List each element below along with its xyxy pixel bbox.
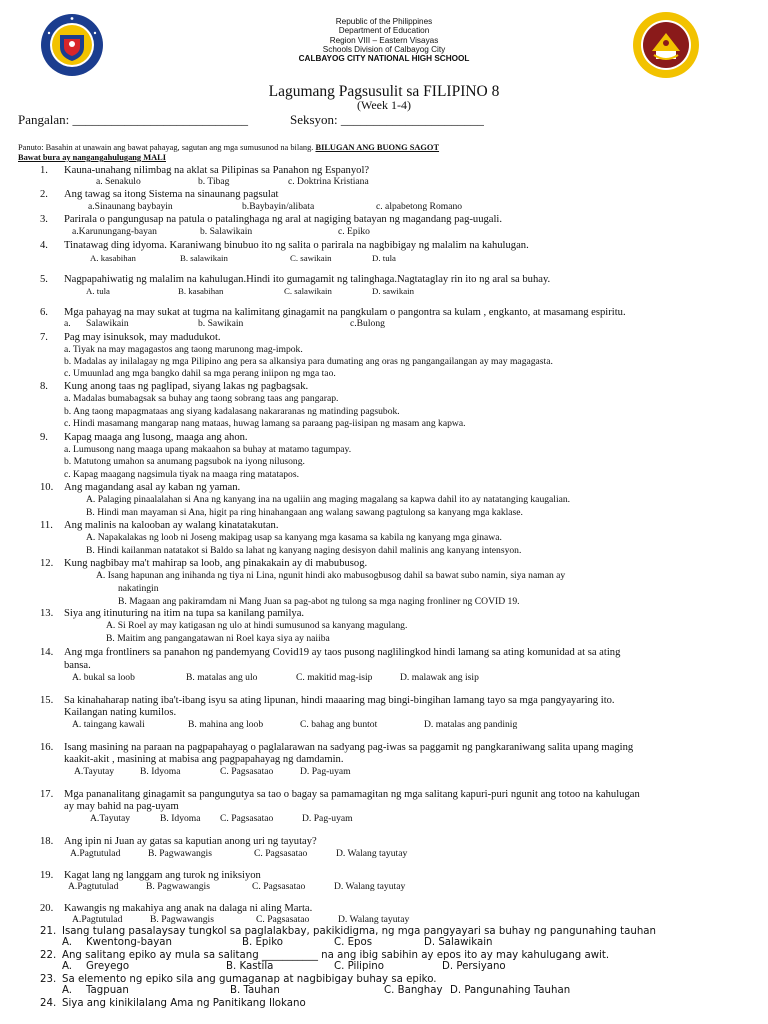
question-text: Ang tawag sa itong Sistema na sinaunang pagsulat bbox=[64, 189, 279, 200]
question-number: 15. bbox=[40, 695, 54, 706]
question-text: Sa elemento ng epiko sila ang gumaganap at nagbibigay buhay sa epiko. bbox=[62, 974, 437, 985]
question-number: 9. bbox=[40, 432, 48, 443]
answer-option[interactable]: A. Isang hapunan ang inihanda ng tiya ni Lina, ngunit hindi ako mabusogbusog dahil sa bawat subo namin, siya naman ay bbox=[96, 570, 566, 581]
answer-option[interactable]: B. Magaan ang pakiramdam ni Mang Juan sa pag-abot ng tulong sa mga naging fronliner ng COVID 19. bbox=[118, 596, 520, 607]
answer-option[interactable]: B. Pagwawangis bbox=[150, 914, 214, 925]
answer-option[interactable]: A. Napakalakas ng loob ni Joseng makipag usap sa kanyang mga kasama sa kabila ng kanyang mga ginawa. bbox=[86, 532, 502, 543]
answer-option[interactable]: b. Madalas ay inilalagay ng mga Pilipino ang pera sa alkansiya para dumating ang oras ng pangangailangan ay may magagasta. bbox=[64, 356, 553, 367]
answer-option[interactable]: A. tula bbox=[86, 286, 110, 296]
answer-option[interactable]: a. Madalas bumabagsak sa buhay ang taong sobrang taas ang pangarap. bbox=[64, 393, 339, 404]
question-number: 16. bbox=[40, 742, 54, 753]
question-text: Isang tulang pasalaysay tungkol sa paglalakbay, pakikidigma, ng mga pangyayari sa buhay ng pangunahing tauhan bbox=[62, 926, 656, 937]
question-number: 1. bbox=[40, 165, 48, 176]
answer-option[interactable]: b. Tibag bbox=[198, 176, 230, 187]
question-text: Mga pananalitang ginagamit sa pangungutya sa tao o bagay sa pamamagitan ng mga salitang kapuri-puri ngunit ang totoo na kahulugan bbox=[64, 789, 640, 800]
question-number: 20. bbox=[40, 903, 54, 914]
answer-option[interactable]: A. Si Roel ay may katigasan ng ulo at hindi sumusunod sa kanyang magulang. bbox=[106, 620, 408, 631]
question-number: 8. bbox=[40, 381, 48, 392]
answer-option[interactable]: C. Epos bbox=[334, 937, 373, 948]
question-text: Kung anong taas ng paglipad, siyang lakas ng pagbagsak. bbox=[64, 381, 309, 392]
school-logo bbox=[632, 11, 700, 79]
question-text: Kung nagbibay ma't mahirap sa loob, ang pinakakain ay di mabubusog. bbox=[64, 558, 368, 569]
section-field-label: Seksyon: ______________________ bbox=[290, 112, 484, 127]
answer-option[interactable]: B. Idyoma bbox=[160, 813, 201, 824]
answer-option[interactable]: B. Maitim ang pangangatawan ni Roel kaya siya ay naiiba bbox=[106, 633, 330, 644]
answer-option[interactable]: A. bbox=[62, 985, 73, 996]
question-number: 17. bbox=[40, 789, 54, 800]
answer-option[interactable]: A. Palaging pinaalalahan si Ana ng kanyang ina na ugaliin ang maging magalang sa kapwa dahil ito ay natatanging kaugalian. bbox=[86, 494, 571, 505]
answer-option[interactable]: D. malawak ang isip bbox=[400, 672, 479, 683]
answer-option[interactable]: C. Pagsasatao bbox=[256, 914, 310, 925]
answer-option[interactable]: c. Epiko bbox=[338, 226, 370, 237]
question-text: Kapag maaga ang lusong, maaga ang ahon. bbox=[64, 432, 248, 443]
answer-option[interactable]: B. Tauhan bbox=[230, 985, 280, 996]
answer-option[interactable]: A. bukal sa loob bbox=[72, 672, 135, 683]
answer-option[interactable]: B. Pagwawangis bbox=[148, 848, 212, 859]
answer-option[interactable]: B. matalas ang ulo bbox=[186, 672, 258, 683]
answer-option[interactable]: c. Hindi masamang mangarap nang mataas, huwag lamang sa paraang pag-iisipan ng masam ang kapwa. bbox=[64, 418, 466, 429]
answer-option[interactable]: D. Walang tayutay bbox=[338, 914, 410, 925]
answer-option[interactable]: a.Karunungang-bayan bbox=[72, 226, 157, 237]
question-text: Sa kinahaharap nating iba't-ibang isyu sa ating lipunan, hindi maaaring mag bingi-bingihan lamang tayo sa mga pangyayaring ito. bbox=[64, 695, 615, 706]
answer-option[interactable]: C. Pagsasatao bbox=[220, 766, 274, 777]
instructions-note: Bawat bura ay nangangahulugang MALI bbox=[18, 153, 166, 162]
answer-option[interactable]: A. bbox=[62, 937, 73, 948]
answer-option[interactable]: b. Matutong umahon sa anumang pagsubok na iyong nilusong. bbox=[64, 456, 305, 467]
answer-option[interactable]: B. Hindi kailanman natatakot si Baldo sa lahat ng kanyang naging desisyon dahil malinis ang kanyang intensyon. bbox=[86, 545, 522, 556]
question-number: 5. bbox=[40, 274, 48, 285]
answer-option[interactable]: D. Pag-uyam bbox=[302, 813, 353, 824]
question-number: 7. bbox=[40, 332, 48, 343]
division-logo bbox=[40, 13, 104, 77]
answer-option[interactable]: B. Hindi man mayaman si Ana, higit pa ring hinahangaan ang walang sawang pagtulong sa kanyang mga kaklase. bbox=[86, 507, 523, 518]
answer-option[interactable]: A.Pagtutulad bbox=[72, 914, 123, 925]
question-text: Ang magandang asal ay kaban ng yaman. bbox=[64, 482, 241, 493]
question-text: Parirala o pangungusap na patula o patalinghaga ng aral at nagiging batayan ng magandang pag-uugali. bbox=[64, 214, 503, 225]
test-title: Lagumang Pagsusulit sa FILIPINO 8 bbox=[268, 83, 500, 100]
answer-option[interactable]: B. salawikain bbox=[180, 253, 228, 263]
answer-option[interactable]: Greyego bbox=[86, 961, 130, 972]
answer-option[interactable]: b.Baybayin/alibata bbox=[242, 201, 315, 212]
question-text: Kagat lang ng langgam ang turok ng iniksiyon bbox=[64, 870, 261, 881]
answer-option[interactable]: D. Pangunahing Tauhan bbox=[450, 985, 571, 996]
answer-option[interactable]: a. Senakulo bbox=[96, 176, 141, 187]
question-number: 12. bbox=[40, 558, 54, 569]
answer-option[interactable]: c.Bulong bbox=[350, 318, 385, 329]
question-text-continued: bansa. bbox=[64, 660, 91, 671]
answer-option[interactable]: A.Pagtutulad bbox=[68, 881, 119, 892]
question-text: Pag may isinuksok, may madudukot. bbox=[64, 332, 221, 343]
instructions-text: Panuto: Basahin at unawain ang bawat pahayag, sagutan ang mga sumusunod na bilang. bbox=[18, 143, 314, 152]
school-name: CALBAYOG CITY NATIONAL HIGH SCHOOL bbox=[298, 54, 470, 64]
answer-option[interactable]: D. Walang tayutay bbox=[334, 881, 406, 892]
answer-option[interactable]: Salawikain bbox=[86, 318, 129, 329]
instructions-line bbox=[18, 143, 439, 152]
instructions-emphasis: BILUGAN ANG BUONG SAGOT bbox=[315, 143, 440, 152]
answer-option[interactable]: Tagpuan bbox=[86, 985, 129, 996]
question-text: Siya ang kinikilalang Ama ng Panitikang Ilokano bbox=[62, 998, 306, 1009]
answer-option[interactable]: B. Pagwawangis bbox=[146, 881, 210, 892]
answer-option[interactable]: D. Salawikain bbox=[424, 937, 493, 948]
question-text: Nagpapahiwatig ng malalim na kahulugan.Hindi ito gumagamit ng talinghaga.Nagtataglay rin ito ng aral sa buhay. bbox=[64, 274, 551, 285]
header-line-division: Schools Division of Calbayog City bbox=[322, 44, 446, 54]
question-number: 3. bbox=[40, 214, 48, 225]
question-text: Ang mga frontliners sa panahon ng pandemyang Covid19 ay taos pusong naglilingkod hindi lamang sa ating komunidad at sa ating bbox=[64, 647, 621, 658]
answer-option[interactable]: A.Pagtutulad bbox=[70, 848, 121, 859]
question-text: Kauna-unahang nilimbag na aklat sa Pilipinas sa Panahon ng Espanyol? bbox=[64, 165, 370, 176]
answer-option[interactable]: B. mahina ang loob bbox=[188, 719, 264, 730]
answer-option-continued: nakatingin bbox=[118, 583, 159, 594]
question-number: 11. bbox=[40, 520, 53, 531]
answer-option[interactable]: C. sawikain bbox=[290, 253, 332, 263]
answer-option[interactable]: A.Tayutay bbox=[90, 813, 131, 824]
question-number: 13. bbox=[40, 608, 54, 619]
answer-option[interactable]: C. salawikain bbox=[284, 286, 332, 296]
answer-option[interactable]: C. Pagsasatao bbox=[220, 813, 274, 824]
answer-option[interactable]: b. Salawikain bbox=[200, 226, 253, 237]
question-number: 6. bbox=[40, 307, 48, 318]
question-text-continued: kaakit-akit , masining at mabisa ang pagpapahayag ng damdamin. bbox=[64, 754, 344, 765]
answer-option[interactable]: C. makitid mag-isip bbox=[296, 672, 373, 683]
answer-option[interactable]: D. Persiyano bbox=[442, 961, 506, 972]
answer-option[interactable]: B. Kastila bbox=[226, 961, 274, 972]
question-number: 4. bbox=[40, 240, 48, 251]
answer-option[interactable]: b. Sawikain bbox=[198, 318, 244, 329]
answer-option[interactable]: D. tula bbox=[372, 253, 396, 263]
question-text: Tinatawag ding idyoma. Karaniwang binubuo ito ng salita o parirala na nagbibigay ng malalim na kahulugan. bbox=[64, 240, 529, 251]
answer-option[interactable]: C. Pagsasatao bbox=[252, 881, 306, 892]
question-text: Isang masining na paraan na pagpapahayag o paglalarawan na sadyang pag-iwas sa paggamit ng pangkaraniwang salita upang maging bbox=[64, 742, 634, 753]
question-number: 21. bbox=[40, 926, 57, 937]
answer-option[interactable]: c. Doktrina Kristiana bbox=[288, 176, 369, 187]
question-number: 23. bbox=[40, 974, 57, 985]
header-line-deped: Department of Education bbox=[338, 26, 430, 36]
answer-option[interactable]: a.Sinaunang baybayin bbox=[88, 201, 173, 212]
answer-option[interactable]: C. Banghay bbox=[384, 985, 443, 996]
answer-option[interactable]: b. Ang taong mapagmataas ang siyang kadalasang nakararanas ng matinding pagsubok. bbox=[64, 406, 400, 417]
question-number: 19. bbox=[40, 870, 54, 881]
header-line-region: Region VIII – Eastern Visayas bbox=[329, 35, 439, 45]
question-text: Siya ang itinuturing na itim na tupa sa kanilang pamilya. bbox=[64, 608, 305, 619]
test-subtitle: (Week 1-4) bbox=[356, 98, 411, 112]
answer-option[interactable]: c. Kapag maagang nagsimula tiyak na maaga ring matatapos. bbox=[64, 469, 299, 480]
question-number: 24. bbox=[40, 998, 57, 1009]
answer-option[interactable]: a. bbox=[64, 318, 71, 329]
answer-option[interactable]: c. Umuunlad ang mga bangko dahil sa mga perang iniipon ng mga tao. bbox=[64, 368, 336, 379]
question-text: Ang salitang epiko ay mula sa salitang ___________ na ang ibig sabihin ay epos ito ay may kahulugang awit. bbox=[62, 950, 610, 961]
question-text: Ang ipin ni Juan ay gatas sa kaputian anong uri ng tayutay? bbox=[64, 836, 317, 847]
answer-option[interactable]: B. Idyoma bbox=[140, 766, 181, 777]
answer-option[interactable]: A. bbox=[62, 961, 73, 972]
answer-option[interactable]: D. Pag-uyam bbox=[300, 766, 351, 777]
answer-option[interactable]: C. Pilipino bbox=[334, 961, 384, 972]
answer-option[interactable]: c. alpabetong Romano bbox=[376, 201, 463, 212]
header-line-republic: Republic of the Philippines bbox=[335, 17, 433, 26]
question-text: Ang malinis na kalooban ay walang kinatatakutan. bbox=[64, 520, 279, 531]
answer-option[interactable]: B. Epiko bbox=[242, 937, 283, 948]
question-number: 22. bbox=[40, 950, 57, 961]
question-text: Mga pahayag na may sukat at tugma na kalimitang ginagamit na pangkulam o pangontra sa kulam , engkanto, at masamang espiritu. bbox=[64, 307, 626, 318]
answer-option[interactable]: D. sawikain bbox=[372, 286, 415, 296]
answer-option[interactable]: A. kasabihan bbox=[90, 253, 136, 263]
question-text-continued: Kailangan nating kumilos. bbox=[64, 707, 177, 718]
question-text-continued: ay may bahid na pag-uyam bbox=[64, 801, 179, 812]
question-number: 14. bbox=[40, 647, 54, 658]
answer-option[interactable]: a. Tiyak na may magagastos ang taong marunong mag-impok. bbox=[64, 344, 303, 355]
name-field-label: Pangalan: ___________________________ bbox=[18, 112, 249, 127]
answer-option[interactable]: B. kasabihan bbox=[178, 286, 224, 296]
answer-option[interactable]: D. matalas ang pandinig bbox=[424, 719, 518, 730]
question-number: 10. bbox=[40, 482, 54, 493]
answer-option[interactable]: A.Tayutay bbox=[74, 766, 115, 777]
answer-option[interactable]: C. bahag ang buntot bbox=[300, 719, 378, 730]
answer-option[interactable]: A. taingang kawali bbox=[72, 719, 145, 730]
answer-option[interactable]: C. Pagsasatao bbox=[254, 848, 308, 859]
question-number: 18. bbox=[40, 836, 54, 847]
question-number: 2. bbox=[40, 189, 48, 200]
answer-option[interactable]: Kwentong-bayan bbox=[86, 937, 173, 948]
question-text: Kawangis ng makahiya ang anak na dalaga ni aling Marta. bbox=[64, 903, 313, 914]
answer-option[interactable]: a. Lumusong nang maaga upang makaahon sa buhay at matamo tagumpay. bbox=[64, 444, 352, 455]
answer-option[interactable]: D. Walang tayutay bbox=[336, 848, 408, 859]
